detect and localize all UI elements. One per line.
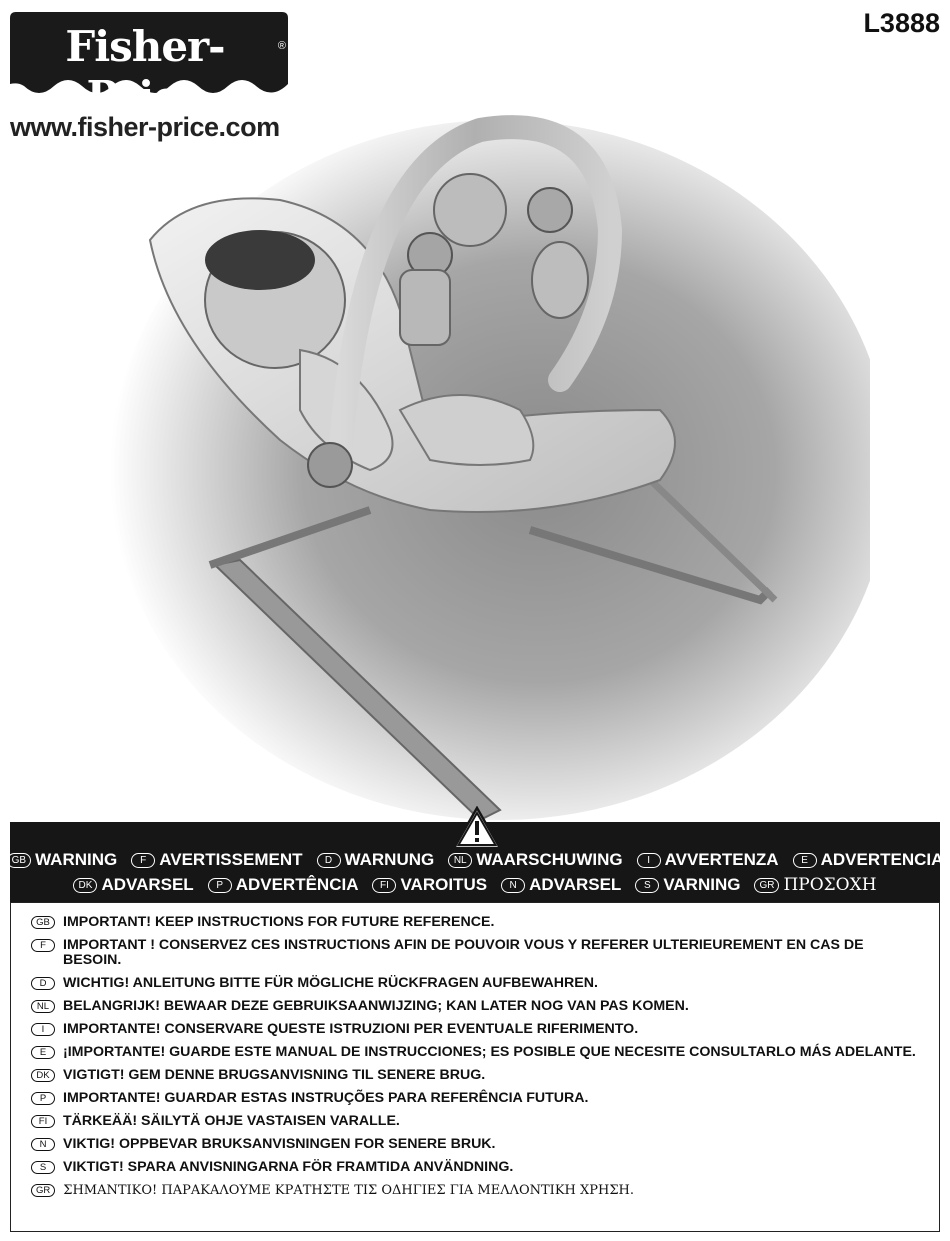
warning-label: VAROITUS xyxy=(400,875,488,894)
logo-text: Fisher-Price xyxy=(65,22,225,121)
language-code: GB xyxy=(31,916,55,929)
warning-item xyxy=(793,850,944,870)
language-code: GR xyxy=(31,1184,55,1197)
warning-item xyxy=(208,875,359,895)
warning-label: AVVERTENZA xyxy=(664,850,779,869)
note-text: IMPORTANT ! CONSERVEZ CES INSTRUCTIONS AFIN DE POUVOIR VOUS Y REFERER ULTERIEUREMENT EN CAS DE BESOIN. xyxy=(63,937,864,968)
note-text: WICHTIG! ANLEITUNG BITTE FÜR MÖGLICHE RÜCKFRAGEN AUFBEWAHREN. xyxy=(63,975,598,991)
note-item xyxy=(31,1045,923,1060)
note-item xyxy=(31,1137,923,1152)
language-code: I xyxy=(637,853,661,868)
warning-row-2 xyxy=(10,875,940,895)
language-code: P xyxy=(208,878,232,893)
warning-label: WAARSCHUWING xyxy=(476,850,623,869)
language-code: GR xyxy=(754,878,779,893)
warning-row-1 xyxy=(10,850,944,870)
note-text: IMPORTANTE! CONSERVARE QUESTE ISTRUZIONI PER EVENTUALE RIFERIMENTO. xyxy=(63,1021,639,1037)
note-item xyxy=(31,915,923,930)
warning-label: ADVERTÊNCIA xyxy=(235,875,359,894)
note-item xyxy=(31,999,923,1014)
warning-item xyxy=(317,850,435,870)
warning-item xyxy=(73,875,193,895)
note-text: ΣΗΜΑΝΤΙΚΟ! ΠΑΡΑΚΑΛΟΥΜΕ ΚΡΑΤΗΣΤΕ ΤΙΣ ΟΔΗΓΙΕΣ ΓΙΑ ΜΕΛΛΟΝΤΙΚΗ ΧΡΗΣΗ. xyxy=(63,1183,634,1198)
warning-item xyxy=(131,850,302,870)
language-code: P xyxy=(31,1092,55,1105)
warning-item xyxy=(501,875,621,895)
note-item xyxy=(31,1068,923,1083)
note-text: VIKTIG! OPPBEVAR BRUKSANVISNINGEN FOR SENERE BRUK. xyxy=(63,1136,496,1152)
language-code: E xyxy=(793,853,817,868)
warning-item xyxy=(7,850,118,870)
language-code: N xyxy=(501,878,525,893)
note-item xyxy=(31,938,923,968)
language-code: S xyxy=(635,878,659,893)
warning-label: AVERTISSEMENT xyxy=(159,850,303,869)
warning-item xyxy=(372,875,487,895)
warning-item xyxy=(635,875,740,895)
note-item xyxy=(31,1091,923,1106)
language-code: I xyxy=(31,1023,55,1036)
warning-item xyxy=(448,850,622,870)
note-text: TÄRKEÄÄ! SÄILYTÄ OHJE VASTAISEN VARALLE. xyxy=(63,1113,400,1129)
note-item xyxy=(31,976,923,991)
note-item xyxy=(31,1022,923,1037)
note-item xyxy=(31,1114,923,1129)
warning-label: WARNING xyxy=(35,850,118,869)
warning-label: ADVARSEL xyxy=(529,875,622,894)
language-code: F xyxy=(131,853,155,868)
important-notes xyxy=(10,902,940,1232)
bouncer-illustration xyxy=(100,110,870,820)
warning-label: VARNING xyxy=(663,875,741,894)
language-code: N xyxy=(31,1138,55,1151)
language-code: S xyxy=(31,1161,55,1174)
warning-item xyxy=(637,850,779,870)
note-text: VIKTIGT! SPARA ANVISNINGARNA FÖR FRAMTIDA ANVÄNDNING. xyxy=(63,1159,514,1175)
model-number: L3888 xyxy=(863,8,940,38)
note-item xyxy=(31,1183,923,1198)
language-code: D xyxy=(317,853,341,868)
note-text: ¡IMPORTANTE! GUARDE ESTE MANUAL DE INSTRUCCIONES; ES POSIBLE QUE NECESITE CONSULTARLO MÁS ADELANTE. xyxy=(63,1044,916,1060)
note-text: VIGTIGT! GEM DENNE BRUGSANVISNING TIL SENERE BRUG. xyxy=(63,1067,486,1083)
language-code: FI xyxy=(31,1115,55,1128)
language-code: F xyxy=(31,939,55,952)
note-text: IMPORTANTE! GUARDAR ESTAS INSTRUÇÕES PARA REFERÊNCIA FUTURA. xyxy=(63,1090,589,1106)
language-code: NL xyxy=(31,1000,55,1013)
warning-label: ΠΡΟΣΟΧΗ xyxy=(783,875,877,895)
language-code: FI xyxy=(372,878,396,893)
note-item xyxy=(31,1160,923,1175)
brand-logo xyxy=(10,12,288,121)
warning-triangle-icon xyxy=(452,806,502,850)
warning-item xyxy=(754,875,876,895)
note-text: IMPORTANT! KEEP INSTRUCTIONS FOR FUTURE REFERENCE. xyxy=(63,914,495,930)
language-code: DK xyxy=(31,1069,55,1082)
language-code: NL xyxy=(448,853,472,868)
warning-label: ADVERTENCIA xyxy=(820,850,944,869)
warning-panel xyxy=(10,822,944,902)
registered-mark: ® xyxy=(277,40,286,52)
language-code: DK xyxy=(73,878,97,893)
language-code: GB xyxy=(7,853,31,868)
note-text: BELANGRIJK! BEWAAR DEZE GEBRUIKSAANWIJZING; KAN LATER NOG VAN PAS KOMEN. xyxy=(63,998,689,1014)
warning-label: ADVARSEL xyxy=(101,875,194,894)
language-code: E xyxy=(31,1046,55,1059)
language-code: D xyxy=(31,977,55,990)
product-photo xyxy=(100,110,870,820)
website-url[interactable]: www.fisher-price.com xyxy=(10,112,280,142)
warning-label: WARNUNG xyxy=(344,850,435,869)
